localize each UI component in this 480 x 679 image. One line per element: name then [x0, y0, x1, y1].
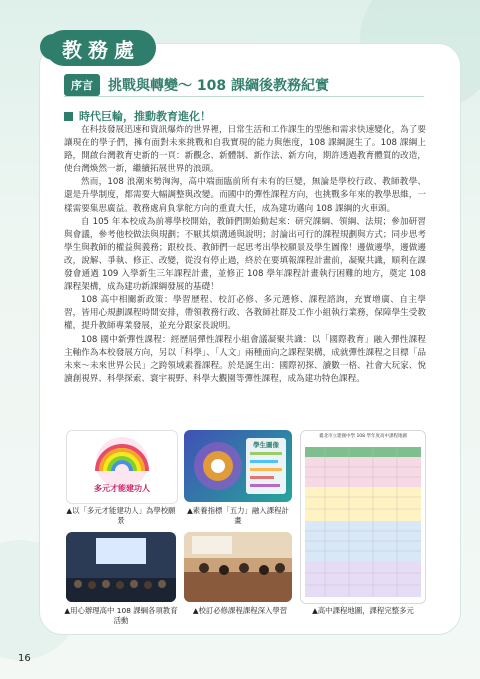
curriculum-table-icon — [301, 431, 425, 603]
article-title-row — [64, 74, 329, 96]
photo-caption: ▲高中課程地圖，課程完整多元 — [312, 606, 414, 615]
paragraph: 108 高中相關新政策：學習歷程、校訂必修、多元選修、課程諮詢，充實增廣、自主學習，皆用心規劃課程時間安排，帶領教務行政、各教師社群及工作小組執行業務，保障學生受教權，提升教師專業發展，並充分跟家長說明。 — [64, 295, 426, 332]
paragraph: 在科技發展迅速和資訊爆炸的世界裡，日常生活和工作課生的型態和需求快速變化，為了要讓現在的學子們，擁有面對未來挑戰和自我實現的能力與態度，108 課綱誕生了。108 課綱上路，開啟台灣教育史新的一頁：新觀念、新體制、新作法、新方向，期許透過教育體質的改造，使台灣煥然一新，繼續拓展世界的浪頭。 — [64, 125, 426, 175]
traits-photo — [184, 430, 292, 502]
title-divider — [64, 96, 424, 97]
classroom-scene-icon — [184, 532, 292, 602]
square-bullet-icon — [64, 112, 73, 121]
department-title: 教務處 — [62, 37, 140, 62]
section-heading-text: 時代巨輪，推動教育進化！ — [79, 110, 211, 123]
paragraph: 自 105 年本校成為前導學校開始，教師們開始動起來：研究課綱、領綱、法規；參加研習與會議，參考他校做法與規劃；不厭其煩溝通與說明；討論出可行的課程規劃與方式；同步思考學生與教師的權益與義務；跟校長、教師們一起思考出學校願景及學生圖像！邊做邊學，邊做邊改，說解、爭執、修正、改變，從沒有停止過，終於在要填報課程計畫前，凝聚共識，順利在課發會通過 109 入學新生三年課程計畫，並修正 108 學年課程計畫執行困難的地方，奠定 108 課程架構，成為建功新課綱發展的基礎！ — [64, 216, 426, 293]
department-label-box — [46, 30, 156, 66]
vision-photo — [66, 430, 178, 504]
preface-tag: 序言 — [64, 74, 100, 96]
map-document-title: 臺北市立建國中學 108 學年度高中課程地圖 — [319, 434, 407, 439]
audience-scene-icon — [66, 532, 176, 602]
photo-caption: ▲素養指標「五力」融入課程計畫 — [187, 506, 289, 525]
photo-caption: ▲用心辦理高中 108 課綱各項教育活動 — [64, 606, 178, 625]
seminar-photo — [184, 532, 292, 602]
vision-logo-text: 多元才能建功人 — [94, 484, 150, 493]
workshop-photo — [66, 532, 176, 602]
curriculum-map-photo — [300, 430, 426, 604]
paragraph: 然而，108 浪潮來勢洶洶，高中端面臨前所有未有的巨變，無論是學校行政、教師教學、還是升學制度，都需要大幅調整與改變。而國中的彈性課程方向，也挑戰多年來的教學思維，一樣需要集思廣益。教務處肩負掌舵方向的重責大任，成為建功邁向 108 課綱的火車頭。 — [64, 177, 426, 214]
photo-caption: ▲校訂必修課程課程深入學習 — [192, 606, 288, 615]
article-body — [64, 124, 426, 386]
traits-panel-title: 學生圖像 — [253, 441, 279, 449]
section-heading — [64, 108, 211, 124]
article-title: 挑戰與轉變～ 108 課綱後教務紀實 — [108, 78, 329, 94]
page-number: 16 — [18, 653, 31, 664]
photo-caption: ▲以「多元才能建功人」為學校願景 — [66, 506, 176, 525]
paragraph: 108 國中新彈性課程：經歷屆彈性課程小組會議凝聚共識：以「國際教育」融入彈性課程主軸作為本校發展方向，另以「科學」、「人文」兩種面向之課程架構，成就彈性課程之目標「品未來～未來世界公民」之跨領域素養課程。於是誕生出：國際初探、讀數一格、社會大玩家、悅讀創視界、科學探索、寰宇視野、科學大觀園等彈性課程，成為建功特色課程。 — [64, 334, 426, 384]
